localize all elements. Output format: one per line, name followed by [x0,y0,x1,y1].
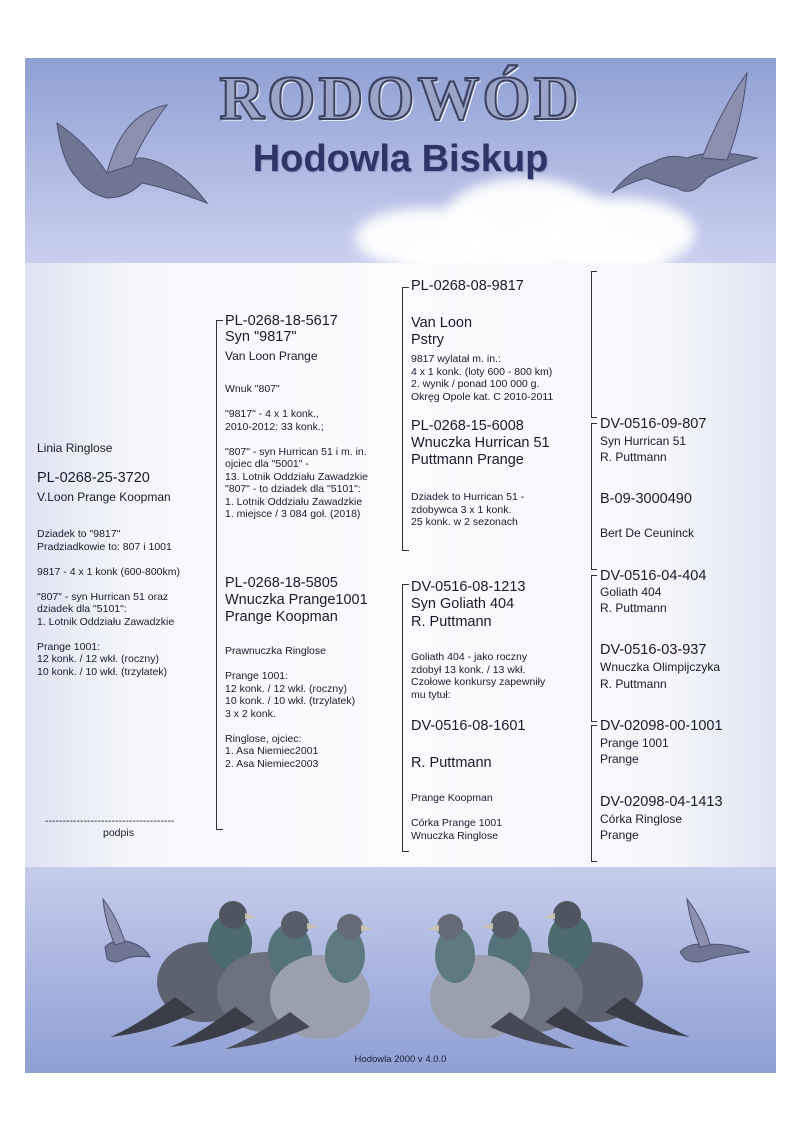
gg-line1: Goliath 404 [600,585,662,599]
note-line: "807" - syn Hurrican 51 i m. in. [225,445,367,458]
note-line: 2. Asa Niemiec2003 [225,757,319,770]
gg-ring: DV-0516-04-404 [600,568,707,584]
bracket-parents [216,320,223,830]
note-line: Czołowe konkursy zapewniły [411,676,546,688]
gg-line2: Prange [600,828,639,842]
note-line: mu tytuł: [411,688,451,701]
fm-name2: Puttmann Prange [411,452,524,468]
note-line: Pradziadkowie to: 807 i 1001 [37,540,172,553]
note-line: 9817 - 4 x 1 konk (600-800km) [37,565,180,578]
gg-line2: R. Puttmann [600,450,667,464]
note-line: dziadek dla "5101": [37,603,127,615]
note-line: 1. miejsce / 3 084 goł. (2018) [225,508,361,520]
pedigree-sheet [25,58,776,1073]
bracket-mm-parents [591,725,597,862]
note-line: Prange Koopman [411,792,493,804]
signature-label: podpis [103,827,134,839]
father-name2: Van Loon Prange [225,349,318,363]
note-line: Wnuczka Ringlose [411,829,498,842]
bracket-mother-parents [402,584,409,852]
mother-ring: PL-0268-18-5805 [225,575,338,591]
note-line: 2. wynik / ponad 100 000 g. [411,378,540,390]
note-line: Córka Prange 1001 [411,817,503,829]
gg-line1: Wnuczka Olimpijczyka [600,660,721,674]
note-line: 13. Lotnik Oddziału Zawadzkie [225,470,368,483]
note-line: zdobył 13 konk. / 13 wkł. [411,663,526,676]
note-line: Ringlose, ojciec: [225,732,302,745]
bracket-father-parents [402,287,409,551]
mf-notes [411,651,545,701]
gg-ring: DV-02098-04-1413 [600,794,723,810]
gg-line2: Bert De Ceuninck [600,526,695,540]
mother-notes [225,645,355,770]
note-line: 2010-2012: 33 konk.; [225,420,324,433]
gg-line1: Prange 1001 [600,736,669,750]
mother-name1: Wnuczka Prange1001 [225,592,368,608]
note-line: 10 konk. / 10 wkł. (trzylatek) [225,695,356,707]
note-line: 12 konk. / 12 wkł. (roczny) [37,653,159,665]
pedigree-area [25,263,776,867]
breeder-name: Hodowla Biskup [252,138,549,180]
note-line: Dziadek to "9817" [37,528,121,540]
ff-name1: Van Loon [411,315,473,331]
fm-ring: PL-0268-15-6008 [411,418,524,434]
gg-ring: DV-0516-09-807 [600,416,707,432]
note-line: "807" - to dziadek dla "5101": [225,483,361,495]
standing-pigeons-right-icon [425,887,695,1057]
gg-line2: R. Puttmann [600,601,667,615]
note-line: 10 konk. / 10 wkł. (trzylatek) [37,665,168,678]
note-line: "807" - syn Hurrican 51 oraz [37,590,169,603]
mm-name1: R. Puttmann [411,755,492,771]
note-line: Prange 1001: [37,640,101,653]
father-name1: Syn "9817" [225,329,297,345]
note-line: 3 x 2 konk. [225,707,276,720]
main-line: Linia Ringlose [37,441,113,455]
note-line: Wnuk "807" [225,383,280,395]
note-line: ojciec dla "5001" - [225,458,309,470]
father-notes [225,383,368,521]
father-ring: PL-0268-18-5617 [225,313,338,329]
gg-line2: Prange [600,752,639,766]
note-line: Dziadek to Hurrican 51 - [411,491,525,503]
bracket-ff-parents [591,271,597,418]
note-line: Prange 1001: [225,670,289,682]
note-line: 25 konk. w 2 sezonach [411,516,518,528]
mm-ring: DV-0516-08-1601 [411,718,526,734]
note-line: 1. Asa Niemiec2001 [225,745,319,757]
note-line: Okręg Opole kat. C 2010-2011 [411,390,554,403]
mf-name2: R. Puttmann [411,614,492,630]
gg-ring: DV-0516-03-937 [600,642,707,658]
header-banner [25,58,776,263]
gg-line2: R. Puttmann [600,677,667,691]
gg-line1: Syn Hurrican 51 [600,434,687,448]
gg-line1: Córka Ringlose [600,812,683,826]
mm-notes [411,792,502,842]
ff-name2: Pstry [411,332,445,348]
main-ring: PL-0268-25-3720 [37,470,150,486]
main-notes [37,528,180,678]
signature-line: ------------------------------------- [45,815,175,827]
standing-pigeons-left-icon [105,887,375,1057]
note-line: zdobywca 3 x 1 konk. [411,503,512,516]
fm-notes [411,491,524,529]
bracket-mf-parents [591,575,597,722]
note-line: "9817" - 4 x 1 konk., [225,408,319,420]
note-line: 1. Lotnik Oddziału Zawadzkie [225,495,363,508]
gg-ring: DV-02098-00-1001 [600,718,723,734]
mf-name1: Syn Goliath 404 [411,596,515,612]
bracket-fm-parents [591,423,597,570]
note-line: 9817 wylatał m. in.: [411,353,501,365]
note-line: Prawnuczka Ringlose [225,645,326,657]
ff-notes [411,353,553,403]
footer-banner [25,867,776,1073]
gg-ring: B-09-3000490 [600,491,692,507]
fm-name1: Wnuczka Hurrican 51 [411,435,550,451]
note-line: 1. Lotnik Oddziału Zawadzkie [37,615,175,628]
note-line: 12 konk. / 12 wkł. (roczny) [225,682,347,695]
ff-ring: PL-0268-08-9817 [411,278,524,294]
note-line: Goliath 404 - jako roczny [411,651,528,663]
document-title: RODOWÓD [219,65,582,133]
version-label: Hodowla 2000 v 4.0.0 [354,1054,447,1065]
mf-ring: DV-0516-08-1213 [411,579,526,595]
mother-name2: Prange Koopman [225,609,338,625]
main-name: V.Loon Prange Koopman [37,490,171,504]
note-line: 4 x 1 konk. (loty 600 - 800 km) [411,365,553,378]
